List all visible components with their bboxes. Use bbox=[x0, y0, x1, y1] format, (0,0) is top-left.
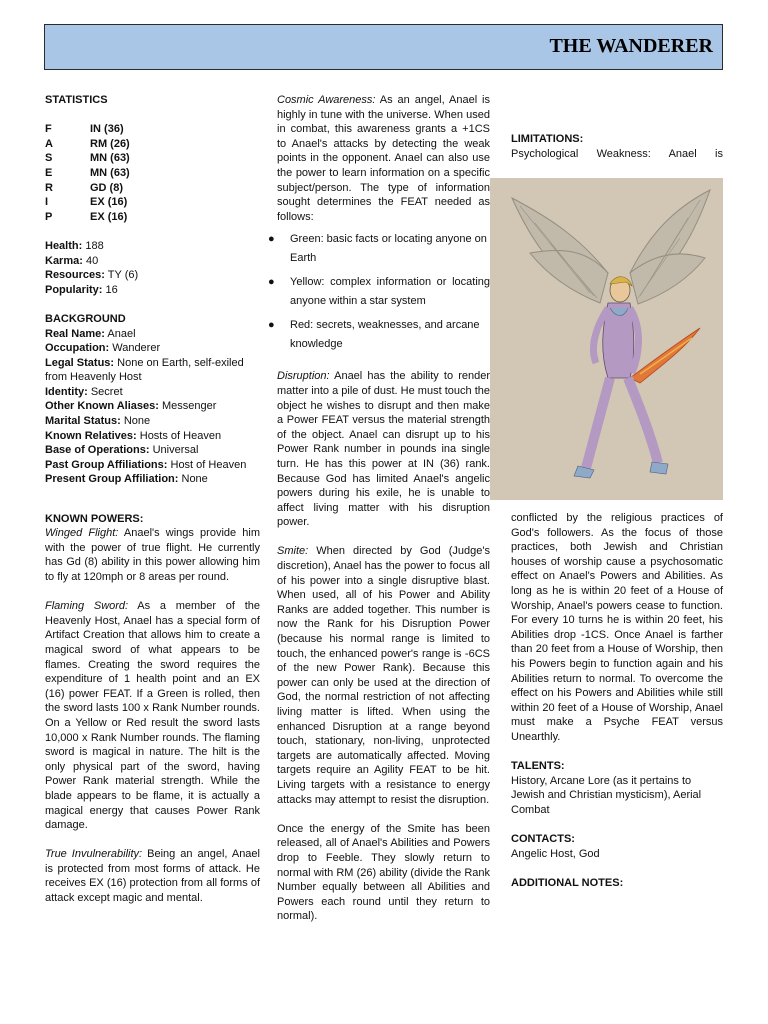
limitations-text-start: Psychological Weakness: Anael is bbox=[511, 147, 723, 160]
power-smite-aftermath: Once the energy of the Smite has been released, all of Anael's Abilities and Powers drop to Feeble. They slowly return to normal with RM (26) ability (divide the Rank Number equally between all Abilities and Powers each round until they return to normal). bbox=[277, 822, 490, 923]
statistics-heading: STATISTICS bbox=[45, 94, 108, 106]
angel-illustration bbox=[490, 178, 723, 500]
stat-letter: R bbox=[45, 181, 53, 194]
power-disruption: Disruption: Anael has the ability to render matter into a pile of dust. He must touch the object he wishes to disrupt and then make a Power FEAT versus the material strength of the object. Anael can disrupt up to his Power Rank number in pounds ina single turn. He has this power at IN (36) rank. Because God has limited Anael's angelic powers during his exile, he is unable to affect living matter with his disruption power. bbox=[277, 370, 490, 529]
stat-row bbox=[45, 210, 260, 225]
list-item: ● Yellow: complex information or locating anyone within a star system bbox=[277, 273, 490, 311]
limitations-text-cont: conflicted by the religious practices of God's followers. As the focus of those practices, both Jewish and Christian houses of worship cause a psychosomatic effect on Anael's Powers and Abilities. As long as he is within 20 feet of a House of Worship, Anael's powers cease to function. For every 10 turns he is within 20 feet, his Abilities drop -1CS. Once Anael is farther than 20 feet from a House of Worship, then his Powers begin to function again and his Abilities return to normal. To overcome the effect on his Powers and Abilities while still within 20 feet of a House of Worship, Anael must make a Psyche FEAT versus Unearthly. bbox=[511, 512, 723, 743]
resources-line: Resources: TY (6) bbox=[45, 269, 139, 282]
stat-value: RM (26) bbox=[90, 137, 130, 150]
list-item: ● Red: secrets, weaknesses, and arcane knowledge bbox=[277, 316, 490, 354]
background-field: Identity: Secret bbox=[45, 385, 123, 398]
winged-angel-image bbox=[490, 178, 723, 500]
background-field: Known Relatives: Hosts of Heaven bbox=[45, 429, 222, 442]
power-flaming-sword: Flaming Sword: As a member of the Heavenly Host, Anael has a special form of Artifact Creation that allows him to create a magical sword of what appears to be flames. Creating the sword requires the expenditure of 1 health point and an EX (16) power FEAT. If a Green is rolled, then the sword lasts 100 x Rank Number rounds. On a Yellow or Red result the sword lasts 10,000 x Rank Number rounds. The flaming sword is magical in nature. The hilt is the only physical part of the sword, having Power Rank material strength. While the blade appears to be flame, it is actually a magical energy that causes Power Rank damage. bbox=[45, 600, 260, 832]
column-left bbox=[45, 93, 260, 906]
stat-row bbox=[45, 166, 260, 181]
list-item: ● Green: basic facts or locating anyone on Earth bbox=[277, 230, 490, 268]
column-right-top bbox=[511, 93, 723, 161]
talents-text: History, Arcane Lore (as it pertains to Jewish and Christian mysticism), Aerial Combat bbox=[511, 774, 702, 816]
background-field: Real Name: Anael bbox=[45, 327, 136, 340]
bullet-icon: ● bbox=[268, 319, 275, 332]
stat-letter: F bbox=[45, 123, 52, 136]
additional-notes-heading: ADDITIONAL NOTES: bbox=[511, 876, 624, 889]
stat-letter: S bbox=[45, 152, 53, 165]
background-field: Marital Status: None bbox=[45, 415, 151, 428]
limitations-heading: LIMITATIONS: bbox=[511, 133, 584, 146]
bullet-icon: ● bbox=[268, 276, 275, 289]
power-cosmic-awareness: Cosmic Awareness: As an angel, Anael is highly in tune with the universe. When used in combat, this awareness grants a +1CS to Anael's attacks by detecting the weak points in the opponent. Anael can also use the power to learn information on a specific subject/person. The type of information sought determines the FEAT needed as follows: bbox=[277, 94, 491, 223]
page-title: THE WANDERER bbox=[549, 35, 713, 57]
karma-line: Karma: 40 bbox=[45, 254, 99, 267]
health-value: 188 bbox=[85, 239, 104, 252]
stat-list bbox=[45, 122, 260, 224]
stat-value: EX (16) bbox=[90, 196, 128, 209]
karma-value: 40 bbox=[85, 254, 99, 267]
background-heading: BACKGROUND bbox=[45, 312, 126, 325]
stat-value: EX (16) bbox=[90, 210, 128, 223]
stat-row bbox=[45, 151, 260, 166]
power-true-invulnerability: True Invulnerability: Being an angel, Anael is protected from most forms of attack. He receives EX (16) protection from all forms of attack except magic and mental. bbox=[45, 848, 260, 905]
health-line: Health: 188 bbox=[45, 239, 104, 252]
talents-heading: TALENTS: bbox=[511, 760, 565, 773]
stat-letter: A bbox=[45, 137, 53, 150]
power-smite: Smite: When directed by God (Judge's discretion), Anael has the power to focus all of his power into a single disruptive blast. When used, all of his Power and Ability Ranks are added together. This number is now the Rank for his Disruption Power (because his normal range is limited to touch, the enhanced power's range is -6CS of the new Power Rank). Because this power can only be used at the direction of God, the normal restriction of not affecting living matter is lifted. When using the enhanced Disruption at a range beyond touch, stationary, non-living, unprotected targets are automatically affected. Moving targets require an Agility FEAT to be hit. Living targets with a resistance to energy attacks may attempt to resist the disruption. bbox=[277, 545, 490, 806]
contacts-text: Angelic Host, God bbox=[511, 847, 600, 860]
stat-row bbox=[45, 195, 260, 210]
resources-value: TY (6) bbox=[107, 269, 139, 282]
power-winged-flight: Winged Flight: Anael's wings provide him with the power of true flight. He currently has Gd (8) ability in this power allowing him to fly at 120mph or 8 areas per round. bbox=[45, 527, 261, 583]
background-field: Occupation: Wanderer bbox=[45, 342, 161, 355]
stat-row bbox=[45, 122, 260, 137]
stat-letter: E bbox=[45, 166, 53, 179]
stat-letter: I bbox=[45, 196, 49, 209]
contacts-heading: CONTACTS: bbox=[511, 833, 575, 846]
background-field: Other Known Aliases: Messenger bbox=[45, 400, 217, 413]
background-field: Past Group Affiliations: Host of Heaven bbox=[45, 458, 247, 471]
bullet-icon: ● bbox=[268, 233, 275, 246]
feat-level-list bbox=[268, 230, 490, 354]
column-middle bbox=[268, 93, 491, 924]
stat-value: MN (63) bbox=[90, 166, 130, 179]
background-field: Present Group Affiliation: None bbox=[45, 473, 208, 486]
stat-row bbox=[45, 181, 260, 196]
background-field: Base of Operations: Universal bbox=[45, 444, 199, 457]
background-field: Legal Status: None on Earth, self-exiled from Heavenly Host bbox=[45, 356, 244, 384]
column-right-bottom bbox=[511, 511, 723, 890]
stat-value: GD (8) bbox=[90, 181, 123, 194]
popularity-line: Popularity: 16 bbox=[45, 283, 118, 296]
stat-value: MN (63) bbox=[90, 152, 130, 165]
known-powers-heading: KNOWN POWERS: bbox=[45, 512, 144, 525]
popularity-value: 16 bbox=[105, 283, 118, 296]
stat-value: IN (36) bbox=[90, 123, 124, 136]
stat-row bbox=[45, 137, 260, 152]
title-banner bbox=[44, 24, 723, 70]
stat-letter: P bbox=[45, 210, 53, 223]
